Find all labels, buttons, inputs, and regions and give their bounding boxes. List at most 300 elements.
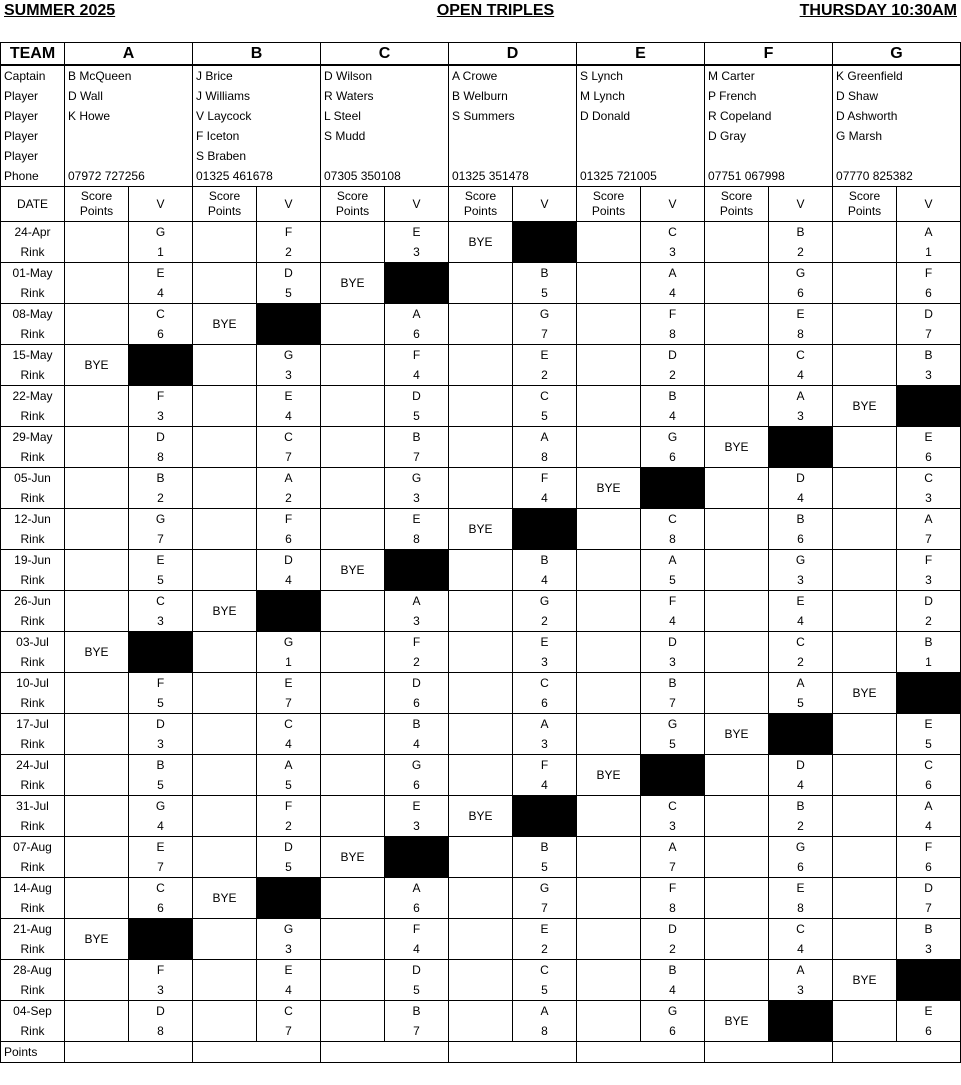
- score-cell[interactable]: [705, 550, 769, 571]
- points-cell[interactable]: [193, 775, 257, 796]
- score-cell[interactable]: [321, 796, 385, 817]
- versus-header: V: [385, 187, 449, 222]
- opponent-cell: G: [129, 796, 193, 817]
- score-cell[interactable]: [577, 1001, 641, 1022]
- score-cell[interactable]: [449, 673, 513, 694]
- score-cell[interactable]: [577, 345, 641, 366]
- score-cell[interactable]: [65, 550, 129, 571]
- points-cell[interactable]: [65, 324, 129, 345]
- score-cell[interactable]: [193, 263, 257, 284]
- score-cell[interactable]: [321, 1001, 385, 1022]
- score-cell[interactable]: [577, 509, 641, 530]
- rink-number-cell: 2: [513, 939, 577, 960]
- points-cell[interactable]: [193, 365, 257, 386]
- points-cell[interactable]: [577, 1021, 641, 1042]
- score-cell[interactable]: [833, 509, 897, 530]
- score-cell[interactable]: [193, 796, 257, 817]
- score-cell[interactable]: [705, 878, 769, 899]
- points-cell[interactable]: [449, 447, 513, 468]
- score-cell[interactable]: [65, 878, 129, 899]
- points-cell[interactable]: [193, 1021, 257, 1042]
- points-cell[interactable]: [577, 406, 641, 427]
- score-cell[interactable]: [705, 263, 769, 284]
- score-cell[interactable]: [65, 509, 129, 530]
- points-cell[interactable]: [65, 242, 129, 263]
- points-cell[interactable]: [833, 1021, 897, 1042]
- points-cell[interactable]: [65, 529, 129, 550]
- points-cell[interactable]: [193, 283, 257, 304]
- points-cell[interactable]: [321, 488, 385, 509]
- points-cell[interactable]: [833, 652, 897, 673]
- score-cell[interactable]: [577, 591, 641, 612]
- score-cell[interactable]: [449, 304, 513, 325]
- points-cell[interactable]: [321, 242, 385, 263]
- score-cell[interactable]: [705, 755, 769, 776]
- points-cell[interactable]: [577, 693, 641, 714]
- points-cell[interactable]: [577, 529, 641, 550]
- score-cell[interactable]: [65, 796, 129, 817]
- score-cell[interactable]: [449, 960, 513, 981]
- rink-number-cell: 2: [129, 488, 193, 509]
- score-cell[interactable]: [577, 960, 641, 981]
- points-cell[interactable]: [833, 283, 897, 304]
- score-cell[interactable]: [449, 837, 513, 858]
- rink-number-cell: 7: [257, 447, 321, 468]
- score-cell[interactable]: [193, 1001, 257, 1022]
- opponent-cell: B: [769, 222, 833, 243]
- score-cell[interactable]: [577, 673, 641, 694]
- fixture-row: [1, 632, 961, 653]
- points-cell[interactable]: [321, 693, 385, 714]
- points-cell[interactable]: [705, 980, 769, 1001]
- points-cell[interactable]: [193, 488, 257, 509]
- opponent-cell: C: [257, 427, 321, 448]
- score-cell[interactable]: [193, 345, 257, 366]
- score-cell[interactable]: [705, 673, 769, 694]
- score-cell[interactable]: [833, 796, 897, 817]
- score-cell[interactable]: [833, 632, 897, 653]
- points-cell[interactable]: [833, 898, 897, 919]
- score-cell[interactable]: [65, 960, 129, 981]
- team-c-points-total[interactable]: [321, 1042, 449, 1063]
- score-cell[interactable]: [705, 468, 769, 489]
- rink-label: Rink: [1, 898, 65, 919]
- points-cell[interactable]: [449, 857, 513, 878]
- score-cell[interactable]: [65, 468, 129, 489]
- score-cell[interactable]: [833, 1001, 897, 1022]
- bye-cell: BYE: [705, 714, 769, 755]
- points-cell[interactable]: [65, 488, 129, 509]
- points-cell[interactable]: [449, 324, 513, 345]
- points-cell[interactable]: [321, 734, 385, 755]
- team-e-player-2: D Donald: [577, 106, 705, 126]
- team-b-points-total[interactable]: [193, 1042, 321, 1063]
- score-cell[interactable]: [577, 427, 641, 448]
- score-cell[interactable]: [705, 632, 769, 653]
- points-cell[interactable]: [833, 529, 897, 550]
- points-cell[interactable]: [577, 898, 641, 919]
- points-cell[interactable]: [833, 570, 897, 591]
- score-cell[interactable]: [321, 673, 385, 694]
- points-cell[interactable]: [321, 775, 385, 796]
- points-cell[interactable]: [321, 406, 385, 427]
- points-cell[interactable]: [193, 447, 257, 468]
- rink-number-cell: 8: [513, 1021, 577, 1042]
- points-cell[interactable]: [705, 652, 769, 673]
- score-cell[interactable]: [705, 386, 769, 407]
- points-cell[interactable]: [577, 816, 641, 837]
- points-cell[interactable]: [193, 652, 257, 673]
- points-cell[interactable]: [833, 857, 897, 878]
- score-cell[interactable]: [321, 919, 385, 940]
- bye-blackout: [641, 468, 705, 509]
- points-cell[interactable]: [65, 857, 129, 878]
- score-points-header: [65, 187, 129, 222]
- points-cell[interactable]: [65, 447, 129, 468]
- points-cell[interactable]: [577, 570, 641, 591]
- score-cell[interactable]: [705, 591, 769, 612]
- team-b-player-1: J Williams: [193, 86, 321, 106]
- score-cell[interactable]: [833, 591, 897, 612]
- points-cell[interactable]: [705, 283, 769, 304]
- points-cell[interactable]: [321, 652, 385, 673]
- score-cell[interactable]: [321, 345, 385, 366]
- score-cell[interactable]: [193, 837, 257, 858]
- points-cell[interactable]: [833, 775, 897, 796]
- team-heading-g: G: [833, 43, 961, 66]
- score-cell[interactable]: [193, 755, 257, 776]
- score-cell[interactable]: [449, 468, 513, 489]
- points-cell[interactable]: [833, 488, 897, 509]
- score-cell[interactable]: [833, 714, 897, 735]
- score-cell[interactable]: [449, 1001, 513, 1022]
- score-points-header: [705, 187, 769, 222]
- score-cell[interactable]: [833, 837, 897, 858]
- points-cell[interactable]: [705, 939, 769, 960]
- score-points-header: [449, 187, 513, 222]
- score-cell[interactable]: [321, 509, 385, 530]
- points-cell[interactable]: [833, 365, 897, 386]
- opponent-cell: C: [769, 345, 833, 366]
- rink-number-cell: 1: [897, 652, 961, 673]
- points-cell[interactable]: [833, 447, 897, 468]
- score-cell[interactable]: [449, 263, 513, 284]
- score-cell[interactable]: [65, 837, 129, 858]
- rink-number-cell: 7: [129, 529, 193, 550]
- score-cell[interactable]: [321, 632, 385, 653]
- score-cell[interactable]: [449, 427, 513, 448]
- points-cell[interactable]: [65, 611, 129, 632]
- rink-label: Rink: [1, 242, 65, 263]
- score-cell[interactable]: [449, 755, 513, 776]
- points-cell[interactable]: [193, 857, 257, 878]
- score-cell[interactable]: [193, 468, 257, 489]
- points-cell[interactable]: [449, 898, 513, 919]
- score-cell[interactable]: [577, 837, 641, 858]
- bye-blackout: [257, 304, 321, 345]
- points-cell[interactable]: [705, 324, 769, 345]
- points-cell[interactable]: [833, 242, 897, 263]
- points-cell[interactable]: [321, 611, 385, 632]
- points-cell[interactable]: [321, 939, 385, 960]
- points-cell[interactable]: [449, 365, 513, 386]
- score-cell[interactable]: [833, 345, 897, 366]
- points-cell[interactable]: [577, 365, 641, 386]
- score-cell[interactable]: [321, 755, 385, 776]
- score-cell[interactable]: [833, 550, 897, 571]
- rink-number-cell: 5: [257, 857, 321, 878]
- points-cell[interactable]: [449, 283, 513, 304]
- score-cell[interactable]: [321, 222, 385, 243]
- score-cell[interactable]: [449, 714, 513, 735]
- points-cell[interactable]: [705, 242, 769, 263]
- score-cell[interactable]: [833, 222, 897, 243]
- points-cell[interactable]: [65, 693, 129, 714]
- points-cell[interactable]: [193, 734, 257, 755]
- score-cell[interactable]: [193, 386, 257, 407]
- score-cell[interactable]: [577, 304, 641, 325]
- points-cell[interactable]: [705, 611, 769, 632]
- points-cell[interactable]: [321, 324, 385, 345]
- score-cell[interactable]: [833, 263, 897, 284]
- points-cell[interactable]: [705, 775, 769, 796]
- score-cell[interactable]: [833, 427, 897, 448]
- opponent-cell: E: [897, 427, 961, 448]
- score-cell[interactable]: [321, 304, 385, 325]
- team-g-points-total[interactable]: [833, 1042, 961, 1063]
- points-cell[interactable]: [321, 529, 385, 550]
- points-cell[interactable]: [705, 857, 769, 878]
- score-cell[interactable]: [833, 304, 897, 325]
- points-cell[interactable]: [193, 242, 257, 263]
- score-cell[interactable]: [577, 263, 641, 284]
- score-cell[interactable]: [705, 837, 769, 858]
- fixture-row: [1, 591, 961, 612]
- score-cell[interactable]: [193, 222, 257, 243]
- points-cell[interactable]: [577, 447, 641, 468]
- points-cell[interactable]: [321, 898, 385, 919]
- points-cell[interactable]: [833, 611, 897, 632]
- score-cell[interactable]: [193, 632, 257, 653]
- score-cell[interactable]: [705, 796, 769, 817]
- score-cell[interactable]: [321, 714, 385, 735]
- opponent-cell: F: [513, 755, 577, 776]
- opponent-cell: G: [641, 714, 705, 735]
- bye-cell: BYE: [705, 427, 769, 468]
- points-cell[interactable]: [449, 939, 513, 960]
- points-cell[interactable]: [321, 447, 385, 468]
- score-cell[interactable]: [321, 427, 385, 448]
- score-cell[interactable]: [577, 878, 641, 899]
- team-f-points-total[interactable]: [705, 1042, 833, 1063]
- score-cell[interactable]: [321, 960, 385, 981]
- points-cell[interactable]: [577, 242, 641, 263]
- points-cell[interactable]: [705, 570, 769, 591]
- score-cell[interactable]: [833, 878, 897, 899]
- team-e-points-total[interactable]: [577, 1042, 705, 1063]
- rink-number-cell: 1: [129, 242, 193, 263]
- score-cell[interactable]: [449, 550, 513, 571]
- score-cell[interactable]: [65, 591, 129, 612]
- score-cell[interactable]: [65, 673, 129, 694]
- team-e-player-3: [577, 126, 705, 146]
- team-d-points-total[interactable]: [449, 1042, 577, 1063]
- rink-label: Rink: [1, 283, 65, 304]
- points-cell[interactable]: [833, 816, 897, 837]
- fixture-row: [1, 468, 961, 489]
- points-cell[interactable]: [705, 529, 769, 550]
- team-f-player-2: R Copeland: [705, 106, 833, 126]
- points-cell[interactable]: [193, 980, 257, 1001]
- points-cell[interactable]: [833, 939, 897, 960]
- score-cell[interactable]: [193, 427, 257, 448]
- points-cell[interactable]: [65, 775, 129, 796]
- points-cell[interactable]: [193, 939, 257, 960]
- rink-number-cell: 4: [257, 570, 321, 591]
- opponent-cell: F: [257, 222, 321, 243]
- score-cell[interactable]: [449, 591, 513, 612]
- score-cell[interactable]: [193, 550, 257, 571]
- points-cell[interactable]: [833, 734, 897, 755]
- points-cell[interactable]: [577, 734, 641, 755]
- score-cell[interactable]: [449, 632, 513, 653]
- score-cell[interactable]: [321, 591, 385, 612]
- points-cell[interactable]: [577, 652, 641, 673]
- points-cell[interactable]: [577, 857, 641, 878]
- score-cell[interactable]: [65, 386, 129, 407]
- points-cell[interactable]: [705, 365, 769, 386]
- points-cell[interactable]: [193, 693, 257, 714]
- score-cell[interactable]: [65, 304, 129, 325]
- points-cell[interactable]: [449, 406, 513, 427]
- points-cell[interactable]: [449, 611, 513, 632]
- score-cell[interactable]: [577, 550, 641, 571]
- score-cell[interactable]: [65, 755, 129, 776]
- score-cell[interactable]: [705, 509, 769, 530]
- team-a-points-total[interactable]: [65, 1042, 193, 1063]
- score-cell[interactable]: [65, 1001, 129, 1022]
- score-cell[interactable]: [449, 345, 513, 366]
- score-cell[interactable]: [193, 960, 257, 981]
- opponent-cell: E: [129, 837, 193, 858]
- points-cell[interactable]: [321, 1021, 385, 1042]
- points-cell[interactable]: [65, 734, 129, 755]
- score-cell[interactable]: [705, 222, 769, 243]
- points-cell[interactable]: [833, 324, 897, 345]
- score-cell[interactable]: [193, 509, 257, 530]
- points-cell[interactable]: [449, 652, 513, 673]
- points-cell[interactable]: [705, 816, 769, 837]
- score-cell[interactable]: [449, 919, 513, 940]
- rink-number-cell: 6: [641, 447, 705, 468]
- opponent-cell: D: [129, 427, 193, 448]
- score-cell[interactable]: [193, 673, 257, 694]
- points-cell[interactable]: [577, 324, 641, 345]
- score-cell[interactable]: [577, 386, 641, 407]
- points-cell[interactable]: [321, 816, 385, 837]
- opponent-cell: G: [129, 222, 193, 243]
- score-cell[interactable]: [705, 304, 769, 325]
- points-cell[interactable]: [449, 693, 513, 714]
- score-cell[interactable]: [449, 386, 513, 407]
- points-cell[interactable]: [193, 816, 257, 837]
- score-cell[interactable]: [833, 468, 897, 489]
- points-cell[interactable]: [449, 734, 513, 755]
- player-1-label: Player: [1, 86, 65, 106]
- score-cell[interactable]: [193, 714, 257, 735]
- rink-number-cell: 3: [129, 980, 193, 1001]
- score-cell[interactable]: [577, 919, 641, 940]
- points-cell[interactable]: [577, 611, 641, 632]
- score-cell[interactable]: [577, 632, 641, 653]
- score-cell[interactable]: [65, 222, 129, 243]
- points-cell[interactable]: [449, 488, 513, 509]
- points-cell[interactable]: [65, 406, 129, 427]
- score-cell[interactable]: [449, 878, 513, 899]
- opponent-cell: F: [129, 960, 193, 981]
- score-cell[interactable]: [705, 345, 769, 366]
- points-cell[interactable]: [321, 980, 385, 1001]
- points-cell[interactable]: [705, 406, 769, 427]
- score-cell[interactable]: [193, 919, 257, 940]
- score-cell[interactable]: [321, 878, 385, 899]
- points-cell[interactable]: [577, 939, 641, 960]
- points-cell[interactable]: [705, 898, 769, 919]
- points-cell[interactable]: [193, 529, 257, 550]
- rink-number-cell: 4: [769, 488, 833, 509]
- points-cell[interactable]: [449, 570, 513, 591]
- opponent-cell: A: [257, 468, 321, 489]
- points-cell[interactable]: [193, 570, 257, 591]
- points-cell[interactable]: [705, 693, 769, 714]
- score-cell[interactable]: [321, 468, 385, 489]
- points-cell[interactable]: [705, 488, 769, 509]
- score-cell[interactable]: [705, 960, 769, 981]
- rink-number-cell: 2: [641, 365, 705, 386]
- score-cell[interactable]: [321, 386, 385, 407]
- bye-blackout: [385, 837, 449, 878]
- score-cell[interactable]: [65, 427, 129, 448]
- points-cell[interactable]: [65, 570, 129, 591]
- points-cell[interactable]: [65, 898, 129, 919]
- points-cell[interactable]: [449, 1021, 513, 1042]
- rink-row: [1, 775, 961, 796]
- points-cell[interactable]: [449, 775, 513, 796]
- opponent-cell: G: [257, 632, 321, 653]
- points-cell[interactable]: [321, 365, 385, 386]
- points-cell[interactable]: [65, 283, 129, 304]
- score-cell[interactable]: [65, 263, 129, 284]
- score-cell[interactable]: [577, 796, 641, 817]
- points-cell[interactable]: [65, 1021, 129, 1042]
- points-cell[interactable]: [577, 980, 641, 1001]
- points-cell[interactable]: [65, 980, 129, 1001]
- rink-number-cell: 7: [513, 898, 577, 919]
- bye-cell: BYE: [65, 345, 129, 386]
- points-cell[interactable]: [577, 283, 641, 304]
- team-a-phone: 07972 727256: [65, 166, 193, 187]
- score-cell[interactable]: [577, 714, 641, 735]
- score-cell[interactable]: [577, 222, 641, 243]
- points-cell[interactable]: [193, 406, 257, 427]
- score-cell[interactable]: [833, 919, 897, 940]
- score-cell[interactable]: [833, 755, 897, 776]
- score-cell[interactable]: [705, 919, 769, 940]
- points-cell[interactable]: [65, 816, 129, 837]
- points-cell[interactable]: [449, 980, 513, 1001]
- opponent-cell: A: [897, 222, 961, 243]
- score-cell[interactable]: [65, 714, 129, 735]
